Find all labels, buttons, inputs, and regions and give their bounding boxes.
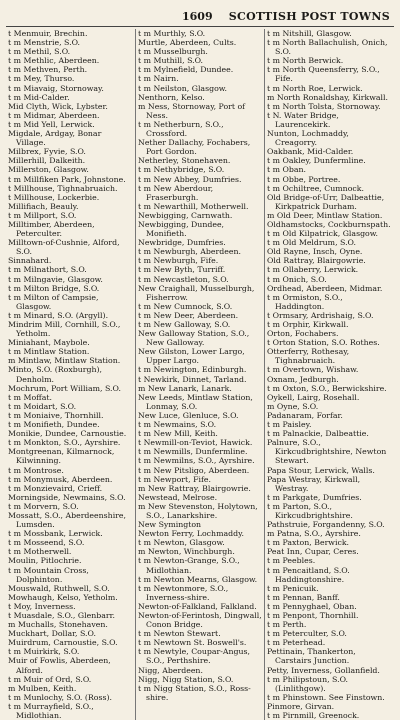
directory-entry: Mouswald, Ruthwell, S.O.	[8, 583, 110, 593]
directory-entry: t m Neilston, Glasgow.	[138, 83, 227, 93]
column-1	[6, 29, 135, 720]
directory-entry: m Mulben, Keith.	[8, 683, 77, 693]
directory-entry: t m North Roe, Lerwick.	[267, 83, 363, 93]
directory-entry: m Ness, Stornoway, Port of Ness.	[138, 101, 246, 120]
directory-entry: t m New Mill, Keith.	[138, 429, 218, 439]
directory-entry: t m Peebles.	[267, 556, 316, 566]
directory-entry: t m Muir of Ord, S.O.	[8, 674, 92, 684]
directory-entry: Pinmore, Girvan.	[267, 701, 335, 711]
directory-entry: t m Nigg Station, S.O., Ross-shire.	[138, 683, 251, 702]
directory-entry: Sinnahard.	[8, 256, 52, 266]
directory-entry: t m Pennyghael, Oban.	[267, 601, 357, 611]
directory-entry: m Old Deer, Mintlaw Station.	[267, 210, 383, 220]
directory-entry: t m Overtown, Wishaw.	[267, 365, 359, 375]
directory-entry: t m Newarthill, Motherwell.	[138, 201, 249, 211]
directory-entry: t m Murrayfield, S.O., Midlothian.	[8, 701, 94, 720]
directory-entry: t Newmill-on-Teviot, Hawick.	[138, 438, 253, 448]
directory-columns	[6, 29, 394, 720]
directory-entry: t Millhouse, Lockerbie.	[8, 192, 100, 202]
directory-entry: t m Montrose.	[8, 465, 64, 475]
directory-entry: t m Muthill, S.O.	[138, 56, 204, 66]
directory-entry: t m Orphir, Kirkwall.	[267, 320, 349, 329]
directory-entry: t m New Aberdour, Fraserburgh.	[138, 183, 214, 202]
directory-entry: t m Pennan, Banff.	[267, 592, 340, 602]
directory-entry: t Millhouse, Tighnabruaich.	[8, 183, 118, 193]
directory-entry: t m Old Kilpatrick, Glasgow.	[267, 229, 378, 239]
column-2	[135, 29, 264, 720]
directory-entry: t m Newcastleton, S.O.	[138, 274, 229, 284]
directory-entry: t m Miavaig, Stornoway.	[8, 83, 104, 93]
directory-entry: t m Mountain Cross, Dolphinton.	[8, 565, 89, 584]
directory-entry: t Newkirk, Dinnet, Tarland.	[138, 374, 247, 384]
directory-entry: Nunton, Lochmaddy, Creagorry.	[267, 129, 349, 148]
directory-entry: t m Mylnefield, Dundee.	[138, 65, 234, 75]
directory-entry: Monikie, Dundee, Carnoustie.	[8, 429, 127, 439]
directory-entry: t m Peterhead.	[267, 638, 326, 648]
directory-entry: Mowhaugh, Kelso, Yetholm.	[8, 592, 118, 602]
directory-entry: Newbigging, Dundee, Monifieth.	[138, 219, 225, 239]
directory-entry: Minto, S.O. (Roxburgh), Denholm.	[8, 365, 102, 384]
directory-entry: t m Newburgh, Fife.	[138, 256, 219, 266]
directory-entry: New Gilston, Lower Largo, Upper Largo.	[138, 347, 245, 366]
directory-entry: Morningside, Newmains, S.O.	[8, 492, 126, 502]
directory-entry: t m Newmains, S.O.	[138, 420, 217, 430]
directory-entry: New Symington	[138, 520, 202, 530]
directory-entry: Petty, Inverness, Gollanfield.	[267, 665, 380, 675]
directory-entry: Oldhamstocks, Cockburnspath.	[267, 219, 391, 229]
directory-entry: Mochrum, Port William, S.O.	[8, 383, 121, 393]
directory-entry: Old Rayne, Insch, Oyne.	[267, 247, 363, 257]
directory-entry: Peat Inn, Cupar, Ceres.	[267, 547, 359, 557]
directory-entry: Nigg, Aberdeen.	[138, 665, 203, 675]
directory-entry: t m Oban.	[267, 165, 307, 175]
directory-entry: Newton-of-Falkland, Falkland.	[138, 601, 257, 611]
directory-entry: t m Munlochy, S.O. (Ross).	[8, 692, 112, 702]
directory-entry: Moulin, Pitlochrie.	[8, 556, 82, 566]
directory-entry: t m Minard, S.O. (Argyll).	[8, 310, 109, 320]
directory-entry: Oxnam, Jedburgh.	[267, 374, 339, 384]
directory-entry: Papa Stour, Lerwick, Walls.	[267, 465, 375, 475]
directory-entry: Muckhart, Dollar, S.O.	[8, 629, 96, 639]
directory-entry: t m Morvern, S.O.	[8, 501, 79, 511]
directory-entry: Palnure, S.O., Kirkcudbrightshire, Newton Stewart.	[267, 438, 387, 466]
directory-entry: t m Nethybridge, S.O.	[138, 165, 225, 175]
directory-entry: Old Rattray, Blairgowrie.	[267, 256, 366, 266]
directory-entry: Mid Clyth, Wick, Lybster.	[8, 101, 108, 111]
directory-entry: t m North Tolsta, Stornoway.	[267, 101, 381, 111]
directory-entry: t m Onich, S.O.	[267, 274, 327, 284]
directory-entry: t m Monkton, S.O., Ayrshire.	[8, 438, 121, 448]
directory-entry: t m Mosseend, S.O.	[8, 538, 85, 548]
directory-entry: m Patna, S.O., Ayrshire.	[267, 529, 361, 539]
directory-entry: t m New Cumnock, S.O.	[138, 301, 233, 311]
directory-entry: t m Penpont, Thornhill.	[267, 611, 359, 620]
directory-entry: t m Nitshill, Glasgow.	[267, 29, 352, 38]
directory-entry: t m Oxton, S.O., Berwickshire.	[267, 383, 387, 393]
directory-entry: t m Millport, S.O.	[8, 210, 77, 220]
directory-entry: t m Pirnmill, Greenock.	[267, 711, 360, 720]
directory-entry: t m Mey, Thurso.	[8, 74, 75, 84]
directory-entry: t m Newton, Glasgow.	[138, 538, 225, 548]
directory-entry: m North Ronaldshay, Kirkwall.	[267, 92, 389, 102]
directory-entry: t m North Ballachulish, Onich, S.O.	[267, 38, 388, 57]
directory-entry: Papa Westray, Kirkwall, Westray.	[267, 474, 361, 493]
directory-entry: Muirdrum, Carnoustie, S.O.	[8, 638, 118, 648]
directory-entry: t m Newburgh, Aberdeen.	[138, 247, 241, 257]
directory-entry: Mossatt, S.O., Aberdeenshire, Lumsden.	[8, 510, 127, 530]
directory-entry: t m New Deer, Aberdeen.	[138, 310, 239, 320]
directory-entry: t m Ochiltree, Cumnock.	[267, 183, 364, 193]
directory-entry: t m Philipstoun, S.O. (Linlithgow).	[267, 674, 349, 693]
directory-entry: Pathstruie, Forgandenny, S.O.	[267, 520, 385, 530]
directory-entry: t m Midmar, Aberdeen.	[8, 110, 100, 120]
directory-entry: t m New Abbey, Dumfries.	[138, 174, 242, 184]
directory-entry: t m Peterculter, S.O.	[267, 629, 347, 639]
directory-entry: t m Phinstown. See Finstown.	[267, 692, 385, 702]
directory-entry: t m New Byth, Turriff.	[138, 265, 226, 275]
directory-entry: Muir of Fowlis, Aberdeen, Alford.	[8, 656, 111, 675]
directory-entry: t m Milton of Campsie, Glasgow.	[8, 292, 99, 311]
directory-entry: t Menmuir, Brechin.	[8, 29, 88, 38]
directory-entry: t m Milton Bridge, S.O.	[8, 283, 100, 293]
directory-entry: Mindrim Mill, Cornhill, S.O., Yetholm.	[8, 320, 121, 339]
directory-entry: t m Millfiken Park, Johnstone.	[8, 174, 126, 184]
directory-entry: Newbridge, Dumfries.	[138, 238, 226, 248]
directory-entry: t m Perth.	[267, 620, 307, 630]
directory-entry: t m Ormiston, S.O., Haddington.	[267, 292, 343, 311]
directory-entry: t m Ollaberry, Lerwick.	[267, 265, 359, 275]
directory-entry: t m Palnackie, Dalbeattie.	[267, 429, 369, 439]
directory-entry: Oykell, Lairg, Rosehall.	[267, 392, 360, 402]
page-number: 1609	[182, 10, 213, 23]
directory-entry: Newton Ferry, Lochmaddy.	[138, 529, 244, 539]
directory-entry: t m Methil, S.O.	[8, 47, 71, 57]
directory-entry: t m Mid Yell, Lerwick.	[8, 119, 95, 129]
directory-entry: Milltown-of-Cushnie, Alford, S.O.	[8, 238, 120, 257]
directory-entry: t m Milngavie, Glasgow.	[8, 274, 103, 284]
directory-entry: t m New Pitsligo, Aberdeen.	[138, 465, 250, 475]
directory-entry: t m New Galloway, S.O.	[138, 320, 231, 329]
directory-entry: Nenthorn, Kelso.	[138, 92, 205, 102]
directory-entry: Padanaram, Forfar.	[267, 410, 343, 420]
directory-entry: m New Rattray, Blairgowrie.	[138, 483, 251, 493]
directory-entry: Montgreenan, Kilmarnock, Kilwinning.	[8, 447, 115, 466]
directory-entry: t m Muirkirk, S.O.	[8, 647, 80, 657]
directory-entry: Miniahant, Maybole.	[8, 338, 90, 348]
directory-entry: t m Newtown St. Boswell's.	[138, 638, 247, 648]
directory-entry: m Newton, Winchburgh.	[138, 547, 235, 557]
directory-entry: m Mintlaw, Mintlaw Station.	[8, 356, 121, 366]
directory-entry: Millerhill, Dalkeith.	[8, 156, 86, 166]
directory-entry: t m Monzievaird, Crieff.	[8, 483, 103, 493]
directory-entry: t m Moniaive, Thornhill.	[8, 410, 104, 420]
directory-entry: New Craighall, Musselburgh, Fisherrow.	[138, 283, 255, 302]
directory-entry: t m Nairn.	[138, 74, 179, 84]
directory-entry: Milbrex, Fyvie, S.O.	[8, 147, 86, 157]
directory-entry: Pettinain, Thankerton, Carstairs Junction.	[267, 647, 356, 666]
directory-entry: m Oyne, S.O.	[267, 401, 319, 411]
directory-entry: t N. Water Bridge, Laurencekirk.	[267, 110, 339, 129]
directory-entry: Oakbank, Mid-Calder.	[267, 147, 354, 157]
directory-entry: t m Newington, Edinburgh.	[138, 365, 247, 375]
directory-entry: m New Stevenston, Holytown, S.O., Lanarkshire.	[138, 501, 258, 520]
directory-entry: t m Old Meldrum, S.O.	[267, 238, 356, 248]
directory-entry: t m Motherwell.	[8, 547, 72, 557]
directory-entry: t m Menstrie, S.O.	[8, 38, 80, 48]
directory-entry: t m Milnathort, S.O.	[8, 265, 87, 275]
directory-entry: t m Newtyle, Coupar-Angus, S.O., Perthshire.	[138, 647, 251, 666]
directory-entry: Old Bridge-of-Urr, Dalbeattie, Kirkpatrick Durham.	[267, 192, 385, 211]
directory-entry: t m Mintlaw Station.	[8, 347, 90, 357]
directory-entry: Newstead, Melrose.	[138, 492, 218, 502]
directory-entry: Orton, Fochabers.	[267, 329, 339, 339]
directory-entry: t m Parkgate, Dumfries.	[267, 492, 362, 502]
directory-entry: Ordhead, Aberdeen, Midmar.	[267, 283, 383, 293]
directory-entry: t m North Berwick.	[267, 56, 344, 66]
directory-entry: Newton-of-Ferintosh, Dingwall, Conon Bridge.	[138, 611, 262, 630]
directory-entry: Milltimber, Aberdeen, Peterculter.	[8, 219, 95, 239]
directory-entry: t m Paisley.	[267, 420, 312, 430]
directory-entry: t m Obbe, Portree.	[267, 174, 341, 184]
directory-entry: Newbigging, Carnwath.	[138, 210, 233, 220]
directory-entry: t m Paxton, Berwick.	[267, 538, 350, 548]
running-title: SCOTTISH POST TOWNS	[228, 10, 390, 23]
directory-entry: t m Murthly, S.O.	[138, 29, 206, 38]
directory-entry: t m Moffat.	[8, 392, 52, 402]
directory-entry: t m Newtonmore, S.O., Inverness-shire.	[138, 583, 229, 602]
directory-entry: t m Monymusk, Aberdeen.	[8, 474, 113, 484]
directory-entry: Nigg, Nigg Station, S.O.	[138, 674, 234, 684]
directory-entry: t m Newton-Grange, S.O., Midlothian.	[138, 556, 240, 575]
directory-entry: t m Newmills, Dunfermline.	[138, 447, 248, 457]
directory-entry: t m Monifieth, Dundee.	[8, 420, 100, 430]
directory-entry: New Galloway Station, S.O., New Galloway.	[138, 329, 250, 348]
page-header	[6, 10, 394, 27]
directory-entry: t Muasdale, S.O., Glenbarr.	[8, 611, 115, 620]
directory-entry: t m Musselburgh.	[138, 47, 208, 57]
directory-entry: t Moy, Inverness.	[8, 601, 76, 611]
directory-entry: Millifiach, Beauly.	[8, 201, 79, 211]
directory-entry: Netherley, Stonehaven.	[138, 156, 231, 166]
directory-entry: t m Netherburn, S.O., Crossford.	[138, 119, 224, 139]
directory-entry: t m Newport, Fife.	[138, 474, 211, 484]
directory-entry: t m Newmilns, S.O., Ayrshire.	[138, 456, 255, 466]
directory-entry: t m North Queensferry, S.O., Fife.	[267, 65, 380, 84]
directory-entry: New Leeds, Mintlaw Station, Lonmay, S.O.	[138, 392, 253, 411]
directory-entry: Millerston, Glasgow.	[8, 165, 89, 175]
directory-entry: t Ormsary, Ardrishaig, S.O.	[267, 310, 374, 320]
directory-entry: New Luce, Glenluce, S.O.	[138, 410, 239, 420]
directory-entry: Murtle, Aberdeen, Cults.	[138, 38, 237, 48]
directory-entry: t m Penicuik.	[267, 583, 319, 593]
directory-entry: Migdale, Ardgay, Bonar Village.	[8, 129, 102, 148]
directory-entry: t m Methlic, Aberdeen.	[8, 56, 100, 66]
directory-entry: t m Parton, S.O., Kirkcudbrightshire.	[267, 501, 353, 520]
directory-entry: t m Newton Stewart.	[138, 629, 221, 639]
directory-entry: t m Mossbank, Lerwick.	[8, 529, 103, 539]
directory-entry: t m Pencaitland, S.O. Haddingtonshire.	[267, 565, 350, 584]
directory-entry: Otterferry, Rothesay, Tighnabruaich.	[267, 347, 350, 366]
directory-entry: t m Moidart, S.O.	[8, 401, 77, 411]
directory-entry: t m Methven, Perth.	[8, 65, 88, 75]
directory-entry: t Orton Station, S.O. Rothes.	[267, 338, 380, 348]
directory-entry: m Muchalls, Stonehaven.	[8, 620, 108, 630]
directory-entry: t m Newton Mearns, Glasgow.	[138, 574, 258, 584]
directory-entry: t m Mid-Calder.	[8, 92, 70, 102]
column-3	[264, 29, 393, 720]
directory-entry: m New Lanark, Lanark.	[138, 383, 232, 393]
directory-entry: t m Oakley, Dunfermline.	[267, 156, 366, 166]
directory-entry: Nether Dallachy, Fochabers, Port Gordon.	[138, 138, 251, 157]
